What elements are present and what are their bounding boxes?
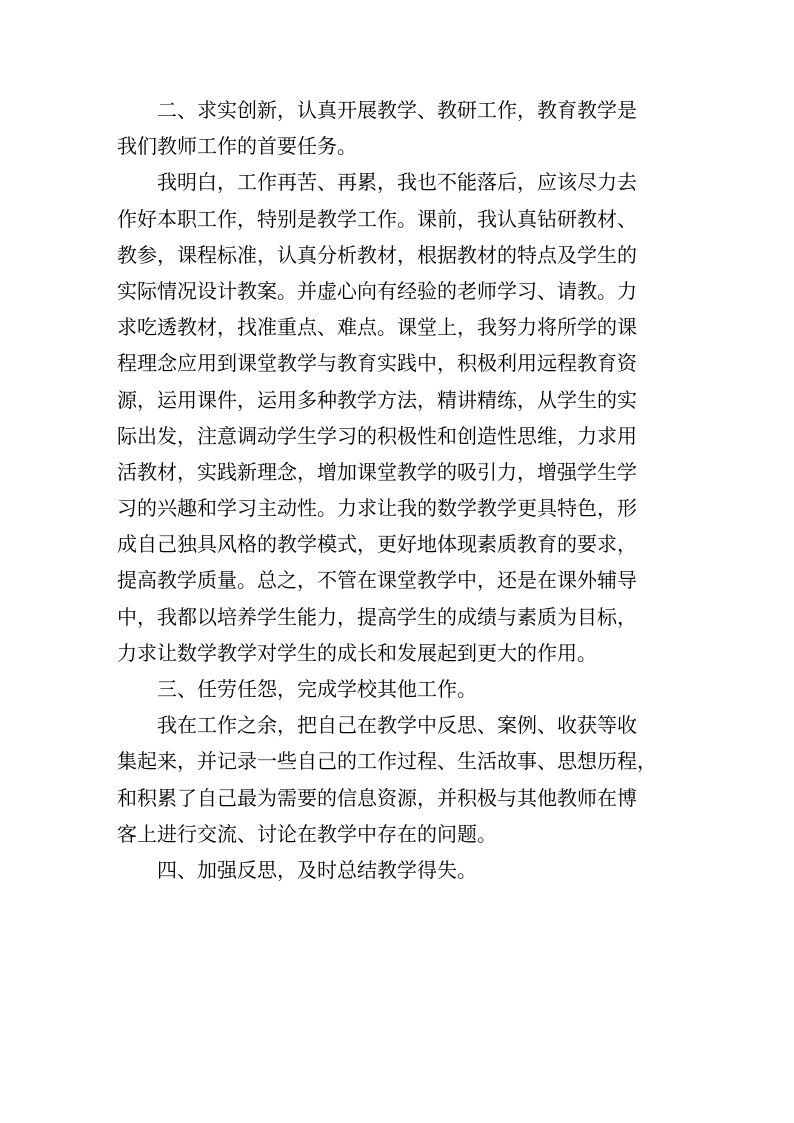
text-line-14: 提高教学质量。总之，不管在课堂教学中，还是在课外辅导 — [117, 568, 637, 593]
text-line-3: 我明白，工作再苦、再累，我也不能落后，应该尽力去 — [157, 170, 637, 195]
text-line-11: 活教材，实践新理念，增加课堂教学的吸引力，增强学生学 — [117, 459, 637, 484]
text-line-10: 际出发，注意调动学生学习的积极性和创造性思维，力求用 — [117, 423, 637, 448]
text-line-13: 成自己独具风格的教学模式，更好地体现素质教育的要求， — [117, 532, 637, 557]
text-line-16: 力求让数学教学对学生的成长和发展起到更大的作用。 — [117, 640, 597, 665]
text-line-9: 源，运用课件，运用多种教学方法，精讲精练，从学生的实 — [117, 387, 637, 412]
text-line-1: 二、求实创新，认真开展教学、教研工作，教育教学是 — [157, 98, 637, 122]
text-line-6: 实际情况设计教案。并虚心向有经验的老师学习、请教。力 — [117, 278, 637, 303]
text-line-17: 三、任劳任怨，完成学校其他工作。 — [157, 677, 477, 701]
text-line-19: 集起来，并记录一些自己的工作过程、生活故事、思想历程， — [117, 749, 657, 774]
text-line-21: 客上进行交流、讨论在教学中存在的问题。 — [117, 821, 497, 846]
text-line-4: 作好本职工作，特别是教学工作。课前，我认真钻研教材、 — [117, 206, 637, 231]
text-line-15: 中，我都以培养学生能力，提高学生的成绩与素质为目标， — [117, 604, 637, 629]
text-line-22: 四、加强反思，及时总结教学得失。 — [157, 857, 477, 882]
text-line-20: 和积累了自己最为需要的信息资源，并积极与其他教师在博 — [117, 785, 637, 810]
text-line-8: 程理念应用到课堂教学与教育实践中，积极利用远程教育资 — [117, 351, 637, 376]
text-line-12: 习的兴趣和学习主动性。力求让我的数学教学更具特色，形 — [117, 496, 637, 521]
document-body — [117, 92, 677, 888]
text-line-5: 教参，课程标准，认真分析教材，根据教材的特点及学生的 — [117, 242, 637, 267]
text-line-7: 求吃透教材，找准重点、难点。课堂上，我努力将所学的课 — [117, 315, 637, 340]
text-line-2: 我们教师工作的首要任务。 — [117, 134, 357, 159]
text-line-18: 我在工作之余，把自己在教学中反思、案例、收获等收 — [157, 713, 637, 738]
